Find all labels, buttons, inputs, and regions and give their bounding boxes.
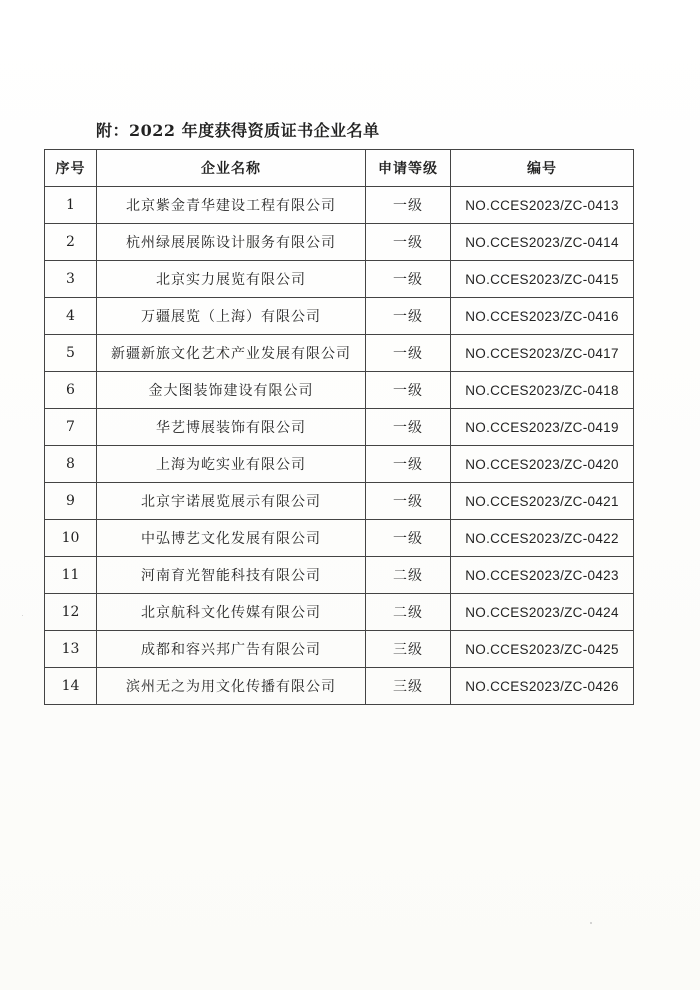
table-row [45, 224, 634, 261]
row-serial-number: 7 [45, 409, 97, 446]
row-company-name: 中弘博艺文化发展有限公司 [97, 520, 366, 557]
row-level: 一级 [366, 261, 451, 298]
table-row [45, 446, 634, 483]
row-company-name: 河南育光智能科技有限公司 [97, 557, 366, 594]
row-company-name: 华艺博展装饰有限公司 [97, 409, 366, 446]
row-company-name: 金大图装饰建设有限公司 [97, 372, 366, 409]
row-company-name: 北京航科文化传媒有限公司 [97, 594, 366, 631]
document-title: 附：2022 年度获得资质证书企业名单 [96, 121, 380, 140]
row-level: 一级 [366, 409, 451, 446]
row-company-name: 北京实力展览有限公司 [97, 261, 366, 298]
row-company-name: 万疆展览（上海）有限公司 [97, 298, 366, 335]
company-list-table-wrapper [44, 149, 633, 705]
row-level: 二级 [366, 594, 451, 631]
row-level: 一级 [366, 187, 451, 224]
row-certificate-number: NO.CCES2023/ZC-0417 [451, 335, 634, 372]
row-certificate-number: NO.CCES2023/ZC-0422 [451, 520, 634, 557]
row-serial-number: 4 [45, 298, 97, 335]
row-level: 一级 [366, 446, 451, 483]
row-company-name: 成都和容兴邦广告有限公司 [97, 631, 366, 668]
table-header [45, 150, 634, 187]
row-certificate-number: NO.CCES2023/ZC-0421 [451, 483, 634, 520]
row-level: 一级 [366, 520, 451, 557]
row-company-name: 北京紫金青华建设工程有限公司 [97, 187, 366, 224]
row-serial-number: 10 [45, 520, 97, 557]
row-certificate-number: NO.CCES2023/ZC-0420 [451, 446, 634, 483]
table-row [45, 335, 634, 372]
scan-speck [590, 922, 592, 924]
row-level: 一级 [366, 372, 451, 409]
row-certificate-number: NO.CCES2023/ZC-0413 [451, 187, 634, 224]
table-row [45, 409, 634, 446]
row-level: 二级 [366, 557, 451, 594]
row-company-name: 杭州绿展展陈设计服务有限公司 [97, 224, 366, 261]
row-serial-number: 13 [45, 631, 97, 668]
row-serial-number: 6 [45, 372, 97, 409]
row-serial-number: 1 [45, 187, 97, 224]
header-certificate-number: 编号 [451, 150, 634, 187]
row-serial-number: 2 [45, 224, 97, 261]
table-row [45, 261, 634, 298]
row-serial-number: 8 [45, 446, 97, 483]
row-certificate-number: NO.CCES2023/ZC-0415 [451, 261, 634, 298]
table-row [45, 594, 634, 631]
row-certificate-number: NO.CCES2023/ZC-0414 [451, 224, 634, 261]
table-row [45, 298, 634, 335]
row-company-name: 滨州无之为用文化传播有限公司 [97, 668, 366, 705]
table-row [45, 520, 634, 557]
row-company-name: 新疆新旅文化艺术产业发展有限公司 [97, 335, 366, 372]
row-level: 一级 [366, 298, 451, 335]
table-header-row [45, 150, 634, 187]
row-level: 三级 [366, 631, 451, 668]
row-certificate-number: NO.CCES2023/ZC-0423 [451, 557, 634, 594]
row-level: 一级 [366, 483, 451, 520]
table-row [45, 372, 634, 409]
row-serial-number: 5 [45, 335, 97, 372]
row-level: 一级 [366, 224, 451, 261]
row-certificate-number: NO.CCES2023/ZC-0418 [451, 372, 634, 409]
scan-speck [22, 615, 23, 616]
row-certificate-number: NO.CCES2023/ZC-0419 [451, 409, 634, 446]
company-list-table [44, 149, 634, 705]
table-row [45, 557, 634, 594]
row-serial-number: 11 [45, 557, 97, 594]
row-serial-number: 9 [45, 483, 97, 520]
header-serial-number: 序号 [45, 150, 97, 187]
row-company-name: 上海为屹实业有限公司 [97, 446, 366, 483]
row-level: 三级 [366, 668, 451, 705]
row-company-name: 北京宇诺展览展示有限公司 [97, 483, 366, 520]
row-certificate-number: NO.CCES2023/ZC-0416 [451, 298, 634, 335]
header-company-name: 企业名称 [97, 150, 366, 187]
header-application-level: 申请等级 [366, 150, 451, 187]
row-certificate-number: NO.CCES2023/ZC-0425 [451, 631, 634, 668]
table-row [45, 668, 634, 705]
table-row [45, 483, 634, 520]
row-serial-number: 14 [45, 668, 97, 705]
row-level: 一级 [366, 335, 451, 372]
table-row [45, 631, 634, 668]
table-body [45, 187, 634, 705]
row-serial-number: 12 [45, 594, 97, 631]
table-row [45, 187, 634, 224]
row-certificate-number: NO.CCES2023/ZC-0424 [451, 594, 634, 631]
row-serial-number: 3 [45, 261, 97, 298]
row-certificate-number: NO.CCES2023/ZC-0426 [451, 668, 634, 705]
